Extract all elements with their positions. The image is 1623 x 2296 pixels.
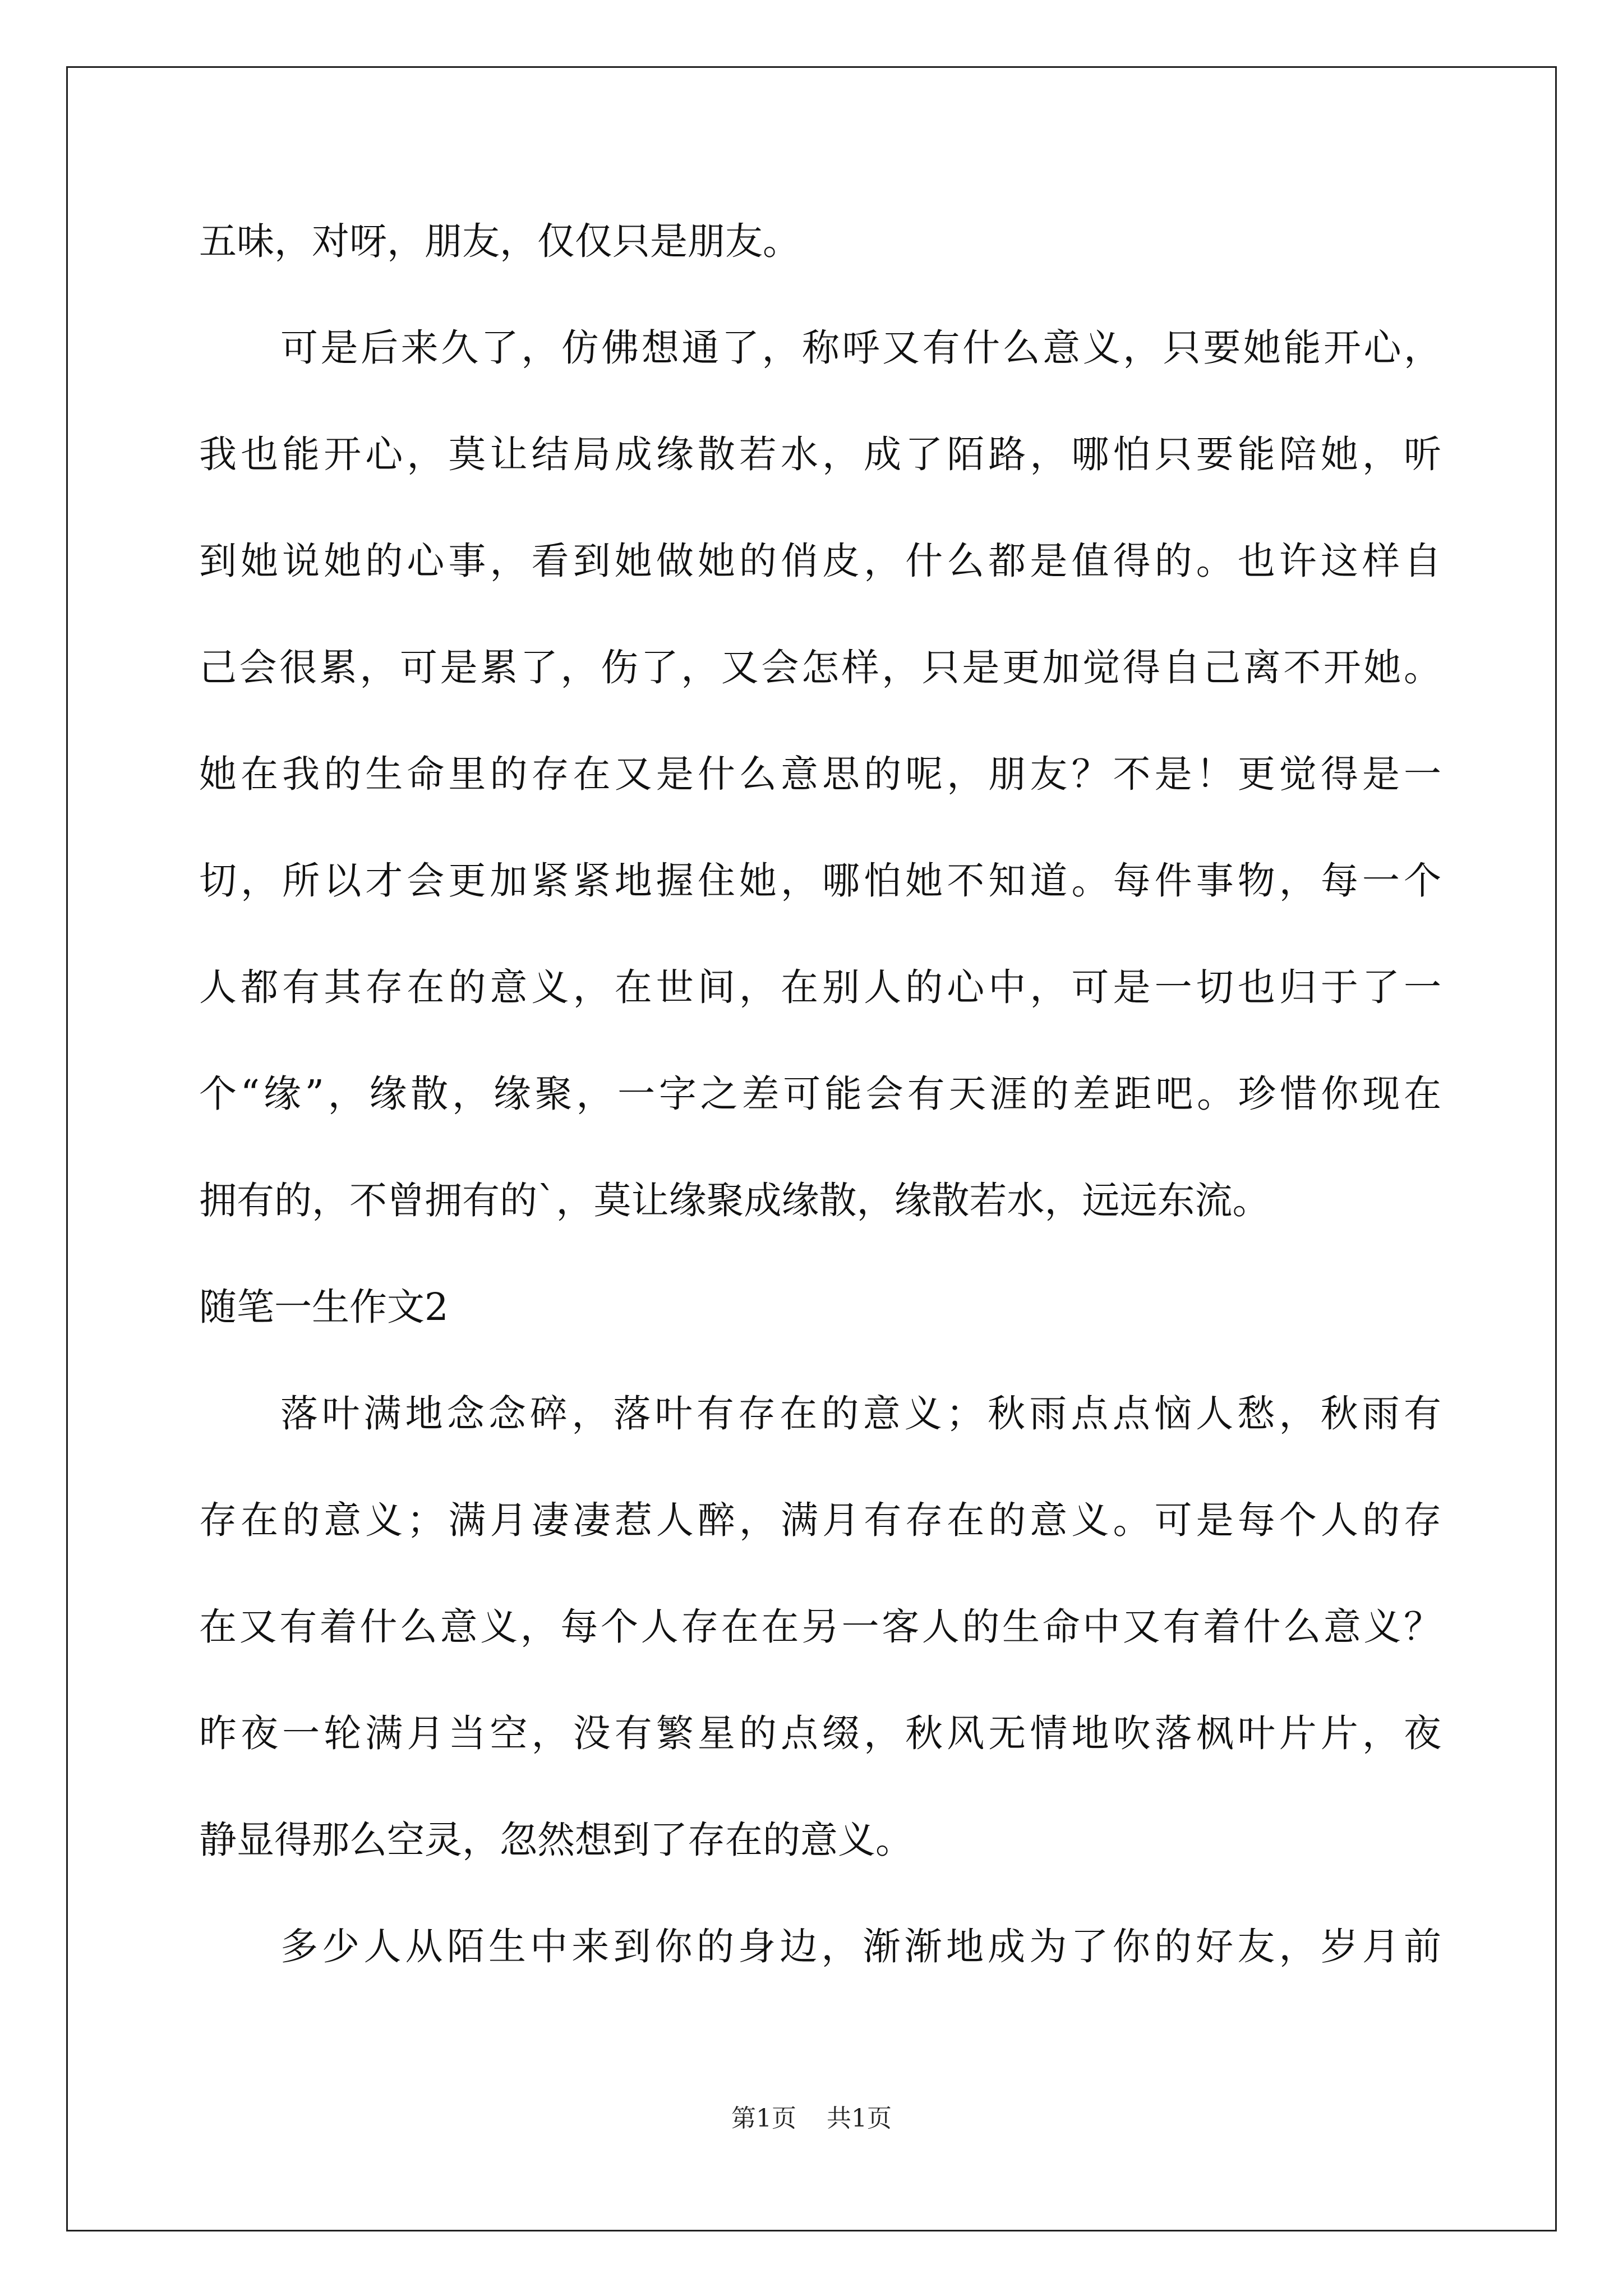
text-line-16: 静显得那么空灵，忽然想到了存在的意义。	[199, 1818, 913, 1862]
paragraph-start-line-17: 多少人从陌生中来到你的身边，渐渐地成为了你的好友，岁月前	[280, 1925, 1441, 1968]
text-line-7: 切，所以才会更加紧紧地握住她，哪怕她不知道。每件事物，每一个	[199, 859, 1441, 903]
text-line-6: 她在我的生命里的存在又是什么意思的呢，朋友？不是！更觉得是一	[199, 752, 1441, 796]
page-footer	[0, 2098, 1623, 2134]
text-line-5: 己会很累，可是累了，伤了，又会怎样，只是更加觉得自己离不开她。	[199, 646, 1441, 689]
text-line-15: 昨夜一轮满月当空，没有繁星的点缀，秋风无情地吹落枫叶片片，夜	[199, 1711, 1441, 1755]
page-total: 共1页	[827, 2104, 892, 2133]
section-heading: 随笔一生作文2	[199, 1285, 449, 1329]
paragraph-start-line-2: 可是后来久了，仿佛想通了，称呼又有什么意义，只要她能开心，	[280, 326, 1441, 370]
text-line-3: 我也能开心，莫让结局成缘散若水，成了陌路，哪怕只要能陪她，听	[199, 432, 1441, 476]
text-line-4: 到她说她的心事，看到她做她的俏皮，什么都是值得的。也许这样自	[199, 539, 1441, 583]
document-body	[199, 188, 1441, 2000]
paragraph-start-line-12: 落叶满地念念碎，落叶有存在的意义；秋雨点点恼人愁，秋雨有	[280, 1392, 1441, 1435]
text-line-13: 存在的意义；满月凄凄惹人醉，满月有存在的意义。可是每个人的存	[199, 1498, 1441, 1542]
text-line-9: 个“缘”，缘散，缘聚，一字之差可能会有天涯的差距吧。珍惜你现在	[199, 1072, 1441, 1116]
text-line-14: 在又有着什么意义，每个人存在在另一客人的生命中又有着什么意义？	[199, 1605, 1441, 1649]
text-line-10: 拥有的，不曾拥有的`，莫让缘聚成缘散，缘散若水，远远东流。	[199, 1179, 1270, 1222]
text-line-1: 五味，对呀，朋友，仅仅只是朋友。	[199, 219, 800, 263]
text-line-8: 人都有其存在的意义，在世间，在别人的心中，可是一切也归于了一	[199, 965, 1441, 1009]
page-number: 第1页	[731, 2104, 796, 2133]
